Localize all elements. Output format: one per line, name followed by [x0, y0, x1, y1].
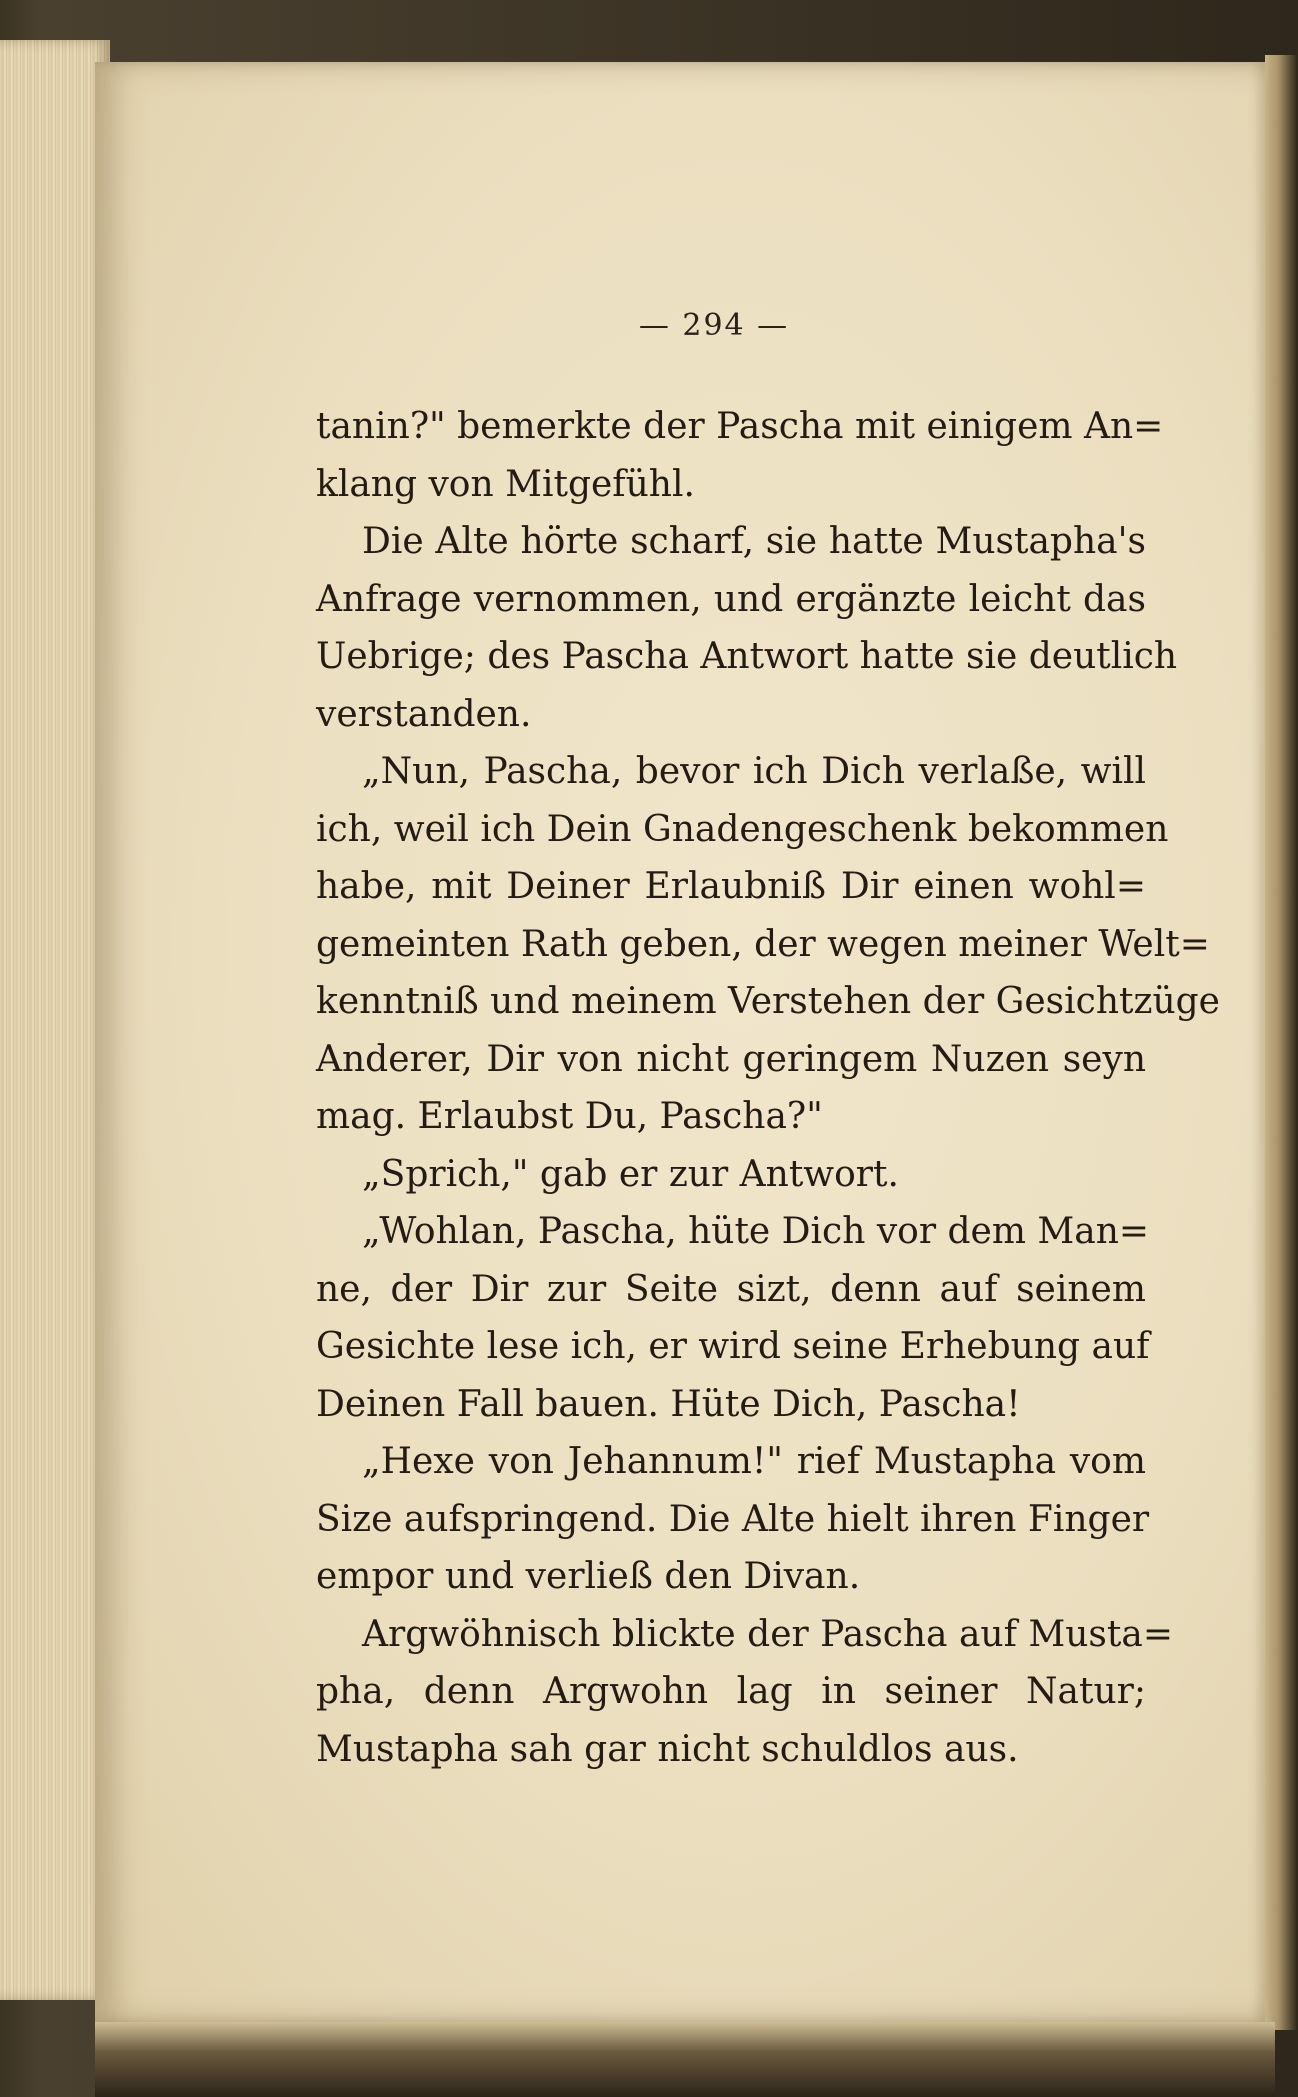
- text-line: mag. Erlaubst Du, Pascha?": [316, 1096, 823, 1137]
- text-line: tanin?" bemerkte der Pascha mit einigem An=: [316, 406, 1164, 447]
- text-line: verstanden.: [316, 693, 532, 735]
- text-line: ne, der Dir zur Seite sizt, denn auf seinem: [316, 1268, 1146, 1310]
- text-line: Uebrige; des Pascha Antwort hatte sie deutlich: [316, 636, 1178, 677]
- text-line: Deinen Fall bauen. Hüte Dich, Pascha!: [316, 1383, 1021, 1425]
- text-line: kenntniß und meinem Verstehen der Gesichtzüge: [316, 981, 1220, 1022]
- text-line: Gesichte lese ich, er wird seine Erhebung auf: [316, 1326, 1150, 1367]
- text-line: habe, mit Deiner Erlaubniß Dir einen wohl=: [316, 866, 1146, 907]
- text-line: empor und verließ den Divan.: [316, 1556, 861, 1597]
- text-line: klang von Mitgefühl.: [316, 463, 695, 505]
- text-line: Argwöhnisch blickte der Pascha auf Musta=: [362, 1613, 1173, 1655]
- text-line: „Sprich," gab er zur Antwort.: [362, 1153, 899, 1195]
- text-line: gemeinten Rath geben, der wegen meiner Welt=: [316, 923, 1210, 965]
- text-line: Anfrage vernommen, und ergänzte leicht das: [316, 578, 1146, 620]
- text-line: Mustapha sah gar nicht schuldlos aus.: [316, 1728, 1019, 1770]
- body-text: [316, 398, 1220, 1778]
- text-line: Anderer, Dir von nicht geringem Nuzen seyn: [316, 1038, 1146, 1080]
- text-line: ich, weil ich Dein Gnadengeschenk bekommen: [316, 808, 1169, 850]
- text-line: Size aufspringend. Die Alte hielt ihren Finger: [316, 1498, 1150, 1540]
- text-line: „Nun, Pascha, bevor ich Dich verlaße, will: [362, 751, 1146, 792]
- page-number: — 294 —: [638, 308, 790, 343]
- book-bottom-edge: [95, 2022, 1275, 2097]
- text-line: „Wohlan, Pascha, hüte Dich vor dem Man=: [362, 1211, 1150, 1252]
- text-line: Die Alte hörte scharf, sie hatte Mustapha's: [362, 521, 1146, 562]
- text-line: „Hexe von Jehannum!" rief Mustapha vom: [362, 1441, 1146, 1482]
- text-line: pha, denn Argwohn lag in seiner Natur;: [316, 1671, 1146, 1712]
- book-right-edge: [1265, 55, 1298, 2030]
